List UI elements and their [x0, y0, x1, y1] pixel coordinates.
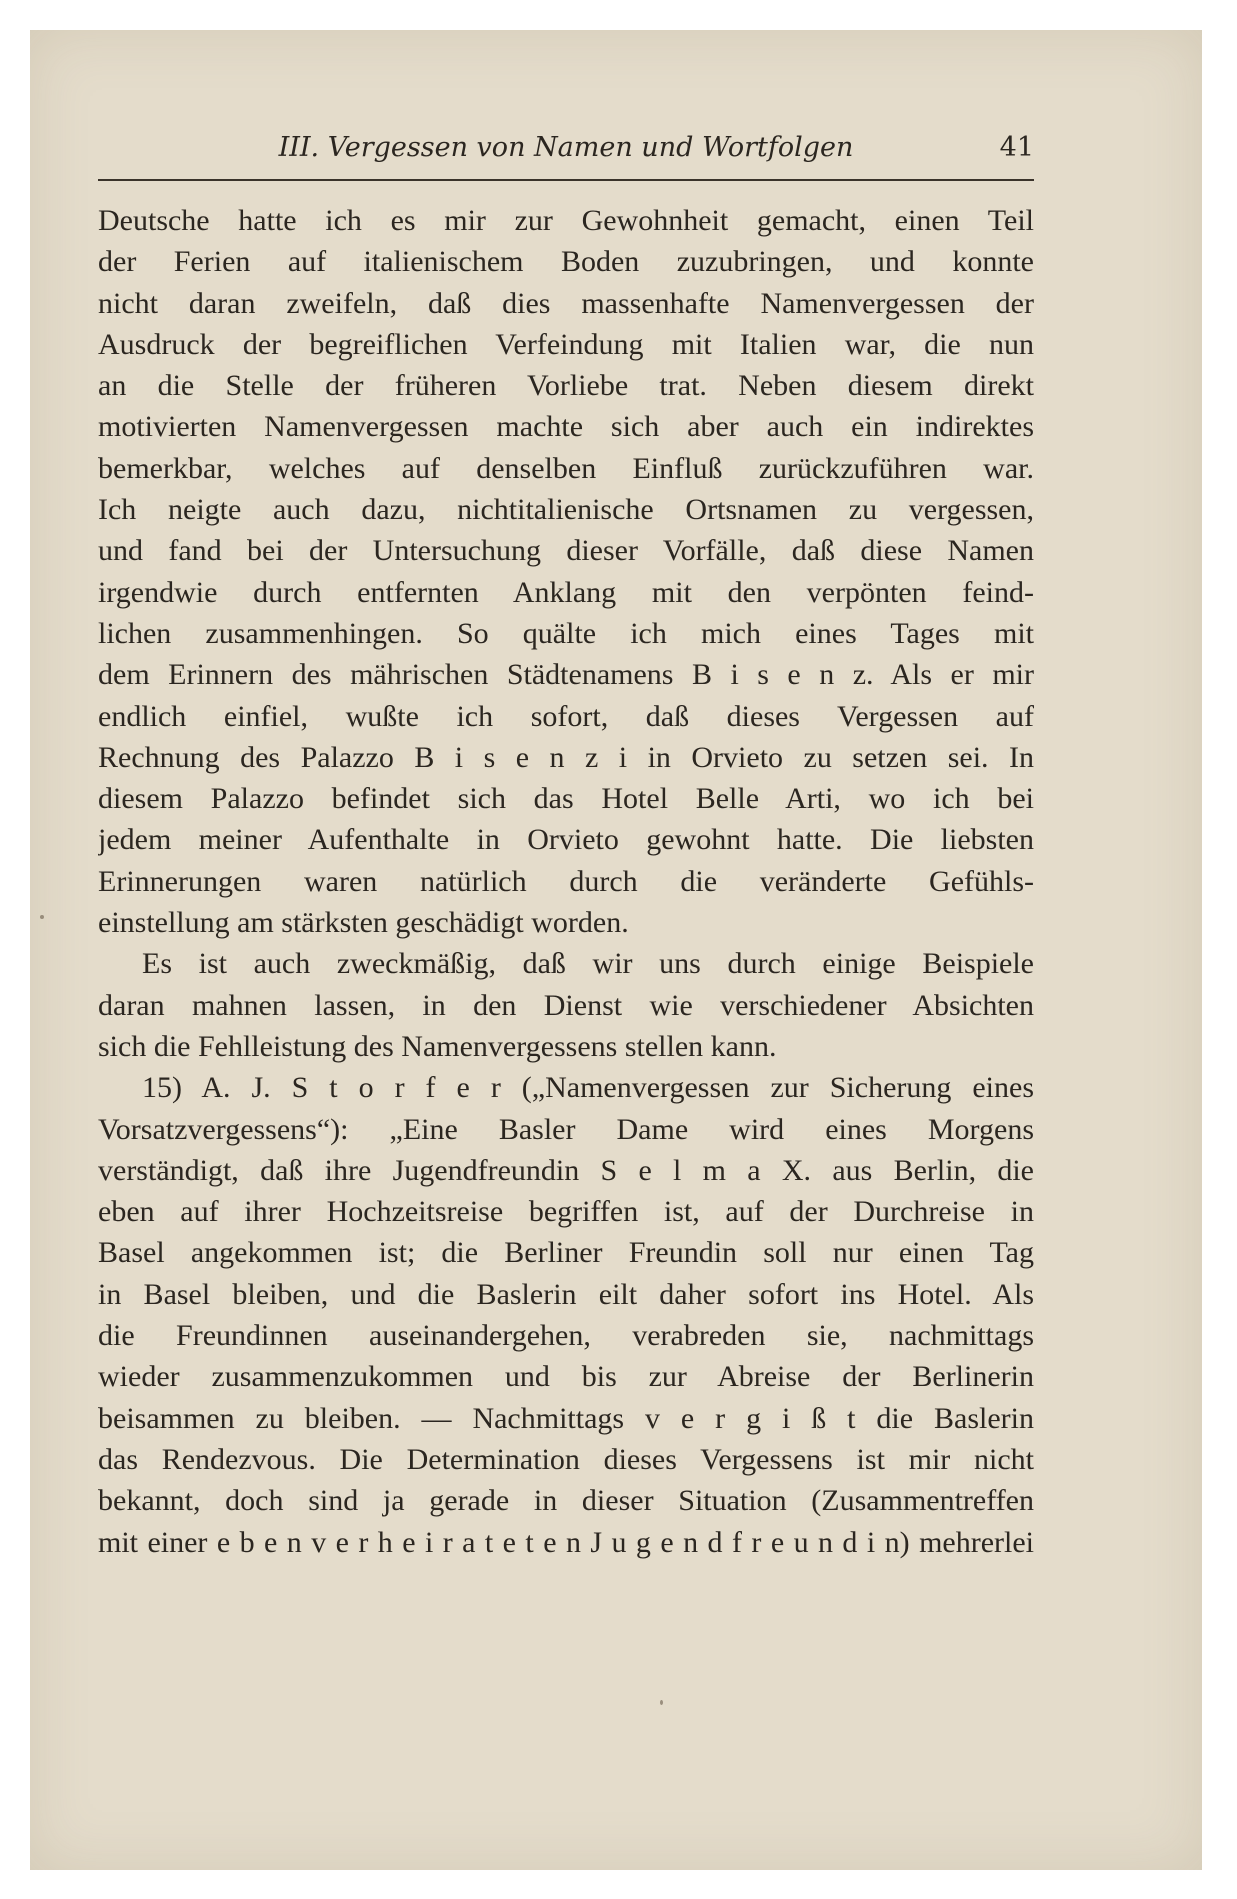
text-line: mit einer e b e n v e r h e i r a t e t e n J u g e n d f r e u n d i n) mehrerlei: [98, 1525, 1034, 1559]
text-line: irgendwie durch entfernten Anklang mit den verpönten feind-: [98, 575, 1034, 609]
paper-speck: [40, 915, 44, 919]
text-line: jedem meiner Aufenthalte in Orvieto gewohnt hatte. Die liebsten: [98, 823, 1034, 857]
text-line: Rechnung des Palazzo B i s e n z i in Orvieto zu setzen sei. In: [98, 740, 1034, 774]
text-line: das Rendezvous. Die Determination dieses Vergessens ist mir nicht: [98, 1442, 1034, 1476]
text-line: verständigt, daß ihre Jugendfreundin S e l m a X. aus Berlin, die: [98, 1153, 1034, 1187]
text-line: und fand bei der Untersuchung dieser Vorfälle, daß diese Namen: [98, 534, 1034, 568]
text-line: Es ist auch zweckmäßig, daß wir uns durch einige Beispiele: [142, 947, 1034, 981]
text-line: diesem Palazzo befindet sich das Hotel Belle Arti, wo ich bei: [98, 782, 1034, 816]
running-header: [98, 132, 1034, 176]
text-line: nicht daran zweifeln, daß dies massenhafte Namenvergessen der: [98, 286, 1034, 320]
text-line: beisammen zu bleiben. — Nachmittags v e r g i ß t die Baslerin: [98, 1401, 1034, 1435]
text-line: die Freundinnen auseinandergehen, verabreden sie, nachmittags: [98, 1319, 1034, 1353]
text-line: lichen zusammenhingen. So quälte ich mich eines Tages mit: [98, 616, 1034, 650]
text-line: wieder zusammenzukommen und bis zur Abreise der Berlinerin: [98, 1360, 1034, 1394]
text-line: daran mahnen lassen, in den Dienst wie verschiedener Absichten: [98, 988, 1034, 1022]
text-line: Ausdruck der begreiflichen Verfeindung mit Italien war, die nun: [98, 327, 1034, 361]
text-line: motivierten Namenvergessen machte sich aber auch ein indirektes: [98, 410, 1034, 444]
text-line: der Ferien auf italienischem Boden zuzubringen, und konnte: [98, 245, 1034, 279]
text-line: einstellung am stärksten geschädigt worden.: [98, 906, 629, 940]
text-line: endlich einfiel, wußte ich sofort, daß dieses Vergessen auf: [98, 699, 1034, 733]
text-line: sich die Fehlleistung des Namenvergessens stellen kann.: [98, 1029, 777, 1063]
text-line: Ich neigte auch dazu, nichtitalienische Ortsnamen zu vergessen,: [98, 493, 1034, 527]
page-number: 41: [999, 132, 1034, 163]
text-line: 15) A. J. S t o r f e r („Namenvergessen zur Sicherung eines: [142, 1071, 1034, 1105]
body-text: [98, 200, 1034, 1563]
text-line: Deutsche hatte ich es mir zur Gewohnheit gemacht, einen Teil: [98, 204, 1034, 237]
text-line: Basel angekommen ist; die Berliner Freundin soll nur einen Tag: [98, 1236, 1034, 1270]
text-line: an die Stelle der früheren Vorliebe trat. Neben diesem direkt: [98, 369, 1034, 403]
text-line: bemerkbar, welches auf denselben Einfluß zurückzuführen war.: [98, 451, 1034, 485]
text-line: Vorsatzvergessens“): „Eine Basler Dame wird eines Morgens: [98, 1112, 1034, 1146]
text-line: dem Erinnern des mährischen Städtenamens B i s e n z. Als er mir: [98, 658, 1034, 692]
text-line: eben auf ihrer Hochzeitsreise begriffen ist, auf der Durchreise in: [98, 1195, 1034, 1229]
running-header-title: III. Vergessen von Namen und Wortfolgen: [278, 132, 854, 163]
text-line: Erinnerungen waren natürlich durch die veränderte Gefühls-: [98, 864, 1034, 898]
text-line: bekannt, doch sind ja gerade in dieser Situation (Zusammentreffen: [98, 1484, 1034, 1518]
text-line: in Basel bleiben, und die Baslerin eilt daher sofort ins Hotel. Als: [98, 1277, 1034, 1311]
paper-speck: [660, 1700, 663, 1705]
header-rule: [98, 179, 1034, 181]
